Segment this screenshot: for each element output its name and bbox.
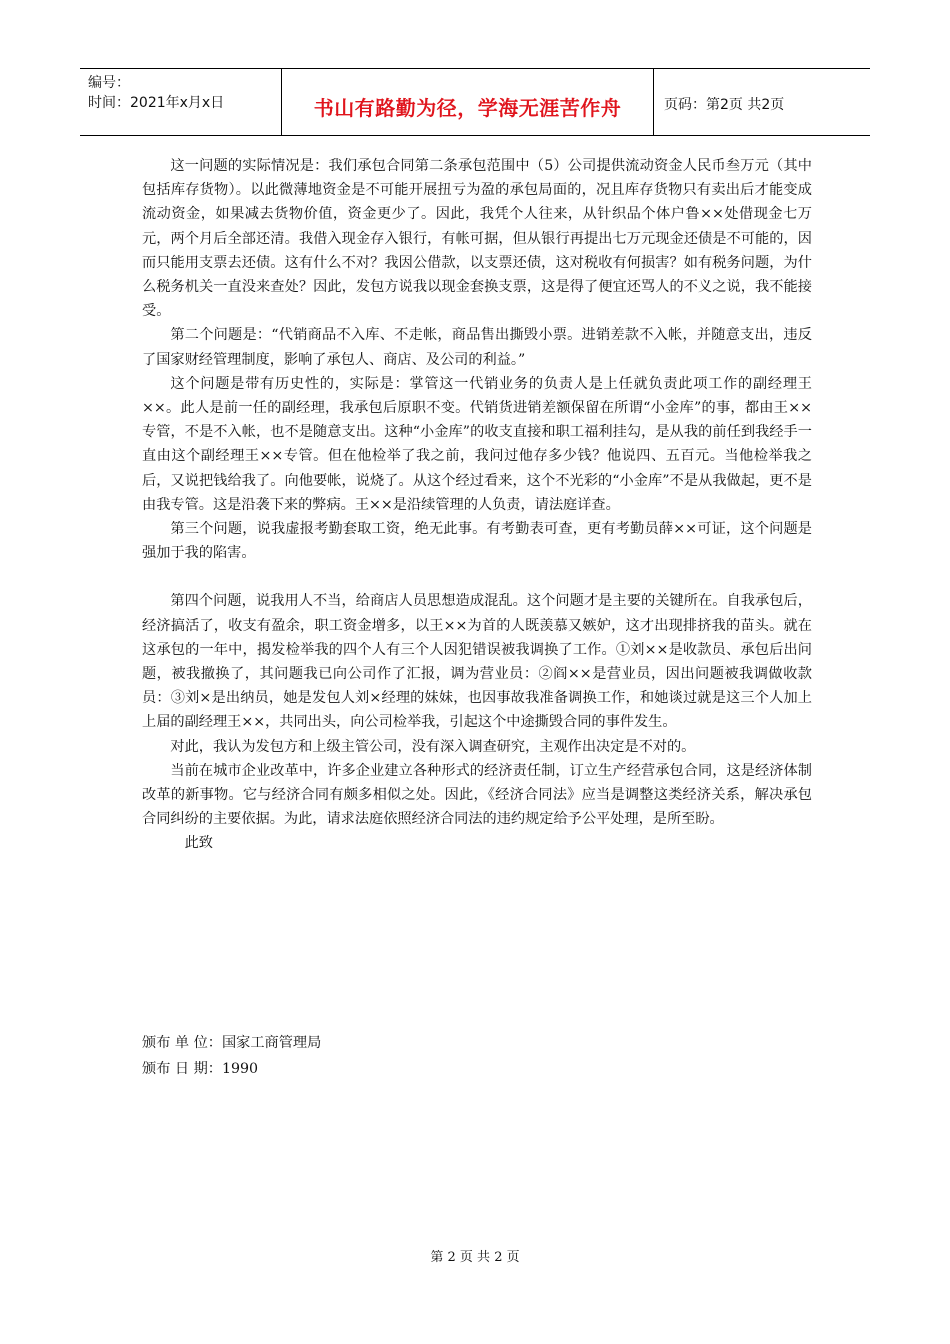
header-page-number: 页码：第2页 共2页 [664,97,785,113]
page-header [80,68,870,136]
issuer-block [142,1030,321,1082]
page-footer: 第 2 页 共 2 页 [430,1250,520,1265]
body-paragraph-1: 这一问题的实际情况是：我们承包合同第二条承包范围中（5）公司提供流动资金人民币叁万元（其中包括库存货物）。以此微薄地资金是不可能开展扭亏为盈的承包局面的，况且库存货物只有卖出后才能变成流动资金，如果减去货物价值，资金更少了。因此，我凭个人往来，从针织品个体户鲁××处借现金七万元，两个月后全部还清。我借入现金存入银行，有帐可据，但从银行再提出七万元现金还债是不可能的，因而只能用支票去还债。这有什么不对？我因公借款，以支票还债，这对税收有何损害？如有税务问题，为什么税务机关一直没来查处？因此，发包方说我以现金套换支票，这是得了便宜还骂人的不义之说，我不能接受。 [142,158,812,320]
body-paragraph-6: 对此，我认为发包方和上级主管公司，没有深入调查研究，主观作出决定是不对的。 [170,738,696,755]
header-meta [80,69,282,135]
header-page-cell [654,69,870,135]
document-body [142,154,812,856]
body-paragraph-3: 这个问题是带有历史性的，实际是：掌管这一代销业务的负责人是上任就负责此项工作的副经理王××。此人是前一任的副经理，我承包后原职不变。代销货进销差额保留在所谓“小金库”的事，都由王××专管，不是不入帐，也不是随意支出。这种“小金库”的收支直接和职工福利挂勾，是从我的前任到我经手一直由这个副经理王××专管。但在他检举了我之前，我问过他存多少钱？他说四、五百元。当他检举我之后，又说把钱给我了。向他要帐，说烧了。从这个经过看来，这个不光彩的“小金库”不是从我做起，更不是由我专管。这是沿袭下来的弊病。王××是沿续管理的人负责，请法庭详查。 [142,375,812,513]
body-paragraph-7: 当前在城市企业改革中，许多企业建立各种形式的经济责任制，订立生产经营承包合同，这是经济体制改革的新事物。它与经济合同有颇多相似之处。因此，《经济合同法》应当是调整这类经济关系，解决承包合同纠纷的主要依据。为此，请求法庭依照经济合同法的违约规定给予公平处理，是所至盼。 [142,762,812,828]
document-time-label: 时间：2021年x月x日 [88,95,225,111]
body-paragraph-5: 第四个问题，说我用人不当，给商店人员思想造成混乱。这个问题才是主要的关键所在。自我承包后，经济搞活了，收支有盈余，职工资金增多，以王××为首的人既羡慕又嫉妒，这才出现排挤我的苗头。就在这承包的一年中，揭发检举我的四个人有三个人因犯错误被我调换了工作。①刘××是收款员、承包后出问题，被我撤换了，其问题我已向公司作了汇报，调为营业员：②阎××是营业员，因出问题被我调做收款员：③刘×是出纳员，她是发包人刘×经理的妹妹，也因事故我准备调换工作，和她谈过就是这三个人加上上届的副经理王××，共同出头，向公司检举我，引起这个中途撕毁合同的事件发生。 [142,593,812,731]
body-paragraph-4: 第三个问题，说我虚报考勤套取工资，绝无此事。有考勤表可查，更有考勤员薛××可证，这个问题是强加于我的陷害。 [142,521,812,562]
header-motto: 书山有路勤为径，学海无涯苦作舟 [313,95,622,120]
header-motto-cell [282,69,654,135]
document-number-label: 编号： [88,75,130,91]
issuer-date: 颁布 日 期：1990 [142,1061,259,1077]
body-paragraph-2: 第二个问题是：“代销商品不入库、不走帐，商品售出撕毁小票。进销差款不入帐，并随意支出，违反了国家财经管理制度，影响了承包人、商店、及公司的利益。” [142,327,812,368]
issuer-unit: 颁布 单 位：国家工商管理局 [142,1035,322,1051]
closing-salutation: 此致 [184,835,213,852]
